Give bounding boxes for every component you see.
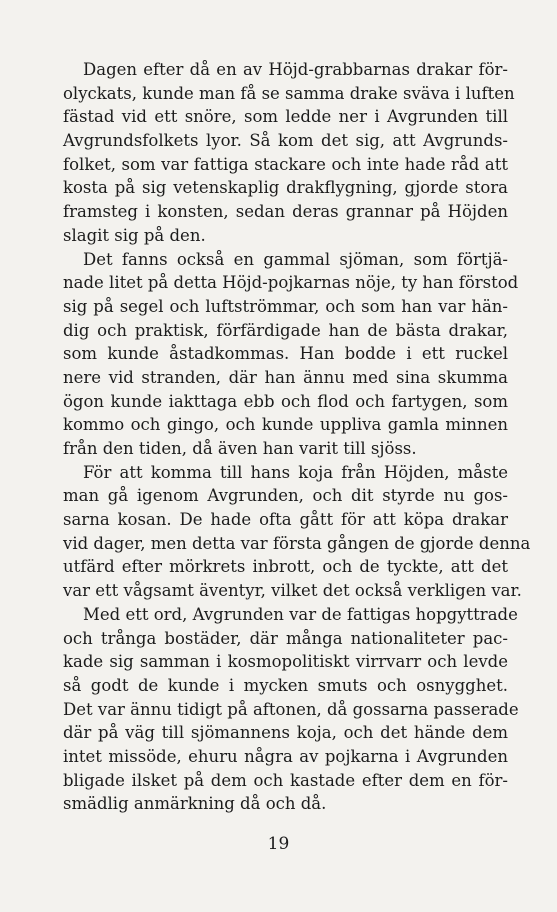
text-line: framsteg i konsten, sedan deras grannar på Höjden bbox=[63, 202, 508, 222]
page-number: 19 bbox=[267, 834, 290, 854]
text-line: Avgrundsfolkets lyor. Så kom det sig, att Avgrunds- bbox=[63, 131, 508, 151]
text-line: Det var ännu tidigt på aftonen, då gossarna passerade bbox=[63, 699, 519, 719]
text-line: dig och praktisk, förfärdigade han de bästa drakar, bbox=[63, 320, 508, 340]
text-line: från den tiden, då även han varit till sjöss. bbox=[63, 439, 417, 458]
text-line: var ett vågsamt äventyr, vilket det också verkligen var. bbox=[63, 581, 522, 601]
text-line: slagit sig på den. bbox=[63, 225, 206, 245]
text-line: kosta på sig vetenskaplig drakflygning, gjorde stora bbox=[63, 178, 508, 198]
paragraph bbox=[63, 603, 519, 816]
text-line: Det fanns också en gammal sjöman, som förtjä- bbox=[83, 249, 508, 269]
text-line: kommo och gingo, och kunde uppliva gamla minnen bbox=[63, 415, 508, 435]
text-line: folket, som var fattiga stackare och inte hade råd att bbox=[63, 154, 508, 174]
text-line: ögon kunde iakttaga ebb och flod och fartygen, som bbox=[63, 391, 508, 411]
text-line: kade sig samman i kosmopolitiskt virrvarr och levde bbox=[63, 652, 508, 672]
text-line: olyckats, kunde man få se samma drake sväva i luften bbox=[63, 83, 515, 103]
text-line: utfärd efter mörkrets inbrott, och de tyckte, att det bbox=[63, 557, 508, 577]
text-line: där på väg till sjömannens koja, och det hände dem bbox=[63, 723, 508, 743]
text-line: så godt de kunde i mycken smuts och osnygghet. bbox=[63, 675, 508, 695]
text-line: Med ett ord, Avgrunden var de fattigas hopgyttrade bbox=[83, 604, 518, 624]
text-line: För att komma till hans koja från Höjden, måste bbox=[83, 462, 508, 482]
text-line: som kunde åstadkommas. Han bodde i ett ruckel bbox=[63, 344, 508, 364]
page-body bbox=[63, 58, 531, 816]
paragraph bbox=[63, 58, 515, 248]
text-line: vid dager, men detta var första gången de gjorde denna bbox=[63, 533, 531, 553]
paragraph bbox=[63, 248, 519, 461]
text-line: sig på segel och luftströmmar, och som han var hän- bbox=[63, 296, 508, 316]
text-line: bligade ilsket på dem och kastade efter dem en för- bbox=[63, 770, 508, 790]
text-line: fästad vid ett snöre, som ledde ner i Avgrunden till bbox=[63, 107, 508, 127]
text-line: och trånga bostäder, där många nationaliteter pac- bbox=[63, 628, 508, 648]
text-line: Dagen efter då en av Höjd-grabbarnas drakar för- bbox=[83, 60, 508, 79]
text-line: smädlig anmärkning då och då. bbox=[63, 794, 327, 814]
paragraph bbox=[63, 461, 531, 603]
text-line: nere vid stranden, där han ännu med sina skumma bbox=[63, 367, 508, 387]
text-line: nade litet på detta Höjd-pojkarnas nöje, ty han förstod bbox=[63, 273, 519, 293]
text-line: intet missöde, ehuru några av pojkarna i Avgrunden bbox=[63, 746, 508, 766]
text-line: sarna kosan. De hade ofta gått för att köpa drakar bbox=[63, 510, 508, 530]
text-line: man gå igenom Avgrunden, och dit styrde nu gos- bbox=[63, 486, 508, 506]
